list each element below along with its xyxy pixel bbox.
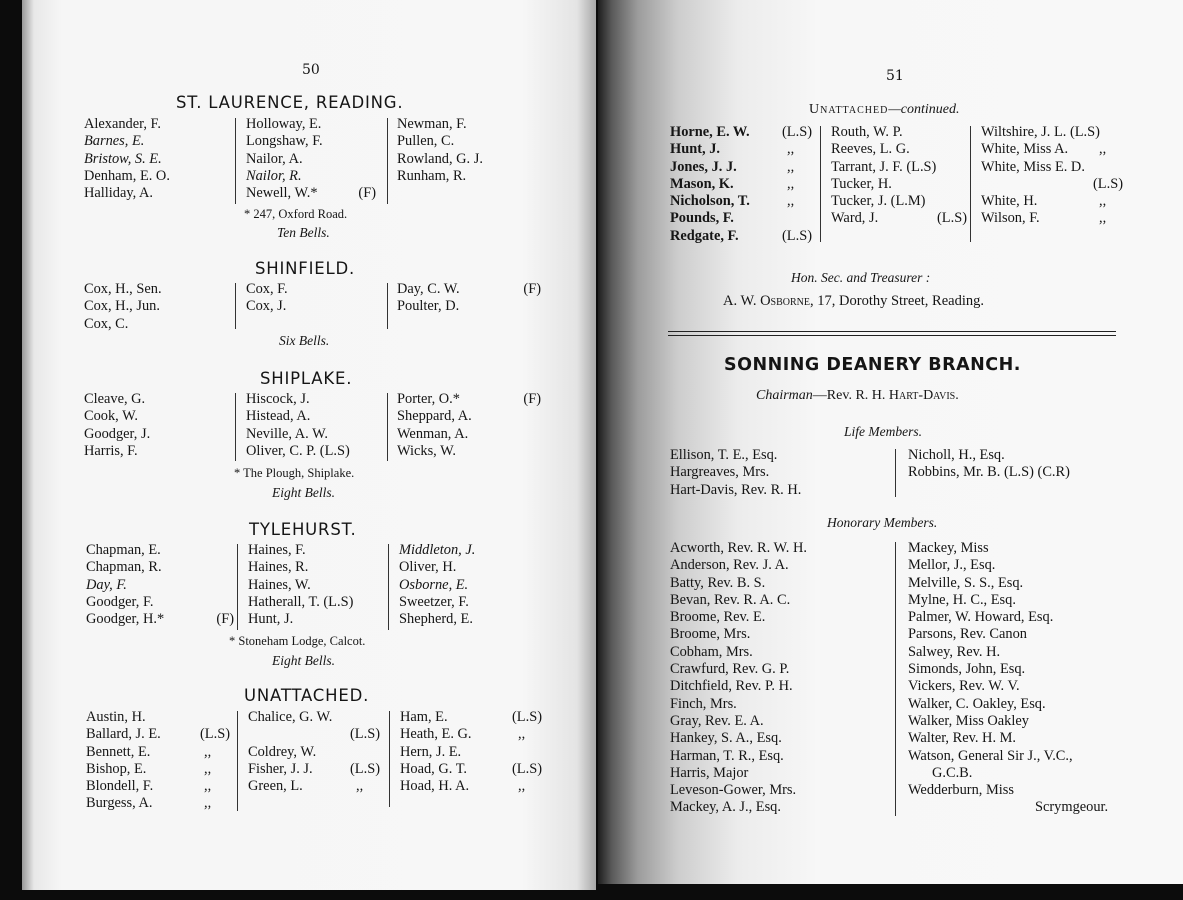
left-page [22,0,596,890]
list-item: Haines, W. [248,576,311,593]
list-item: Broome, Rev. E. [670,609,766,626]
list-item: Harris, Major [670,764,749,781]
ditto-mark: ,, [1099,193,1107,210]
list-item: Mackey, Miss [908,540,989,556]
list-item: Ellison, T. E., Esq. [670,447,778,463]
list-item: Porter, O.* [397,391,460,407]
hon-sec-address: , 17, Dorothy Street, Reading. [810,293,984,309]
ditto-mark: ,, [787,175,795,192]
list-item: Poulter, D. [397,298,460,315]
branch-title: SONNING DEANERY BRANCH. [724,355,1021,375]
ditto-mark: ,, [787,141,795,158]
ringer-tag: (L.S) [1093,175,1123,192]
list-item: Tucker, H. [831,175,892,192]
column-divider [389,711,390,807]
list-item: Tucker, J. (L.M) [831,193,926,210]
list-item: Ditchfield, Rev. P. H. [670,678,793,695]
list-item: Halliday, A. [84,185,154,202]
list-item: Batty, Rev. B. S. [670,574,766,591]
ringer-tag: (F) [523,391,541,407]
list-item: Mylne, H. C., Esq. [908,591,1016,608]
list-item: Mason, K. [670,175,734,192]
section-title-shinfield: SHINFIELD. [255,259,356,278]
list-item: Rowland, G. J. [397,150,483,167]
footnote: * Stoneham Lodge, Calcot. [229,634,366,648]
column-divider [235,283,236,329]
list-item: Neville, A. W. [246,425,328,442]
list-item: White, Miss E. D. [981,158,1085,175]
list-item: Middleton, J. [399,542,476,558]
life-members-label: Life Members. [844,424,922,439]
list-item: Wedderburn, Miss [908,782,1014,799]
tylehurst-col1 [86,542,234,628]
list-item: Robbins, Mr. B. (L.S) (C.R) [908,464,1070,481]
list-item: Heath, E. G. [400,726,472,743]
bells-count: Six Bells. [279,333,330,348]
list-item: Haines, R. [248,559,309,576]
list-item: Newman, F. [397,116,467,132]
list-item: Oliver, C. P. (L.S) [246,442,350,459]
list-item: Jones, J. J. [670,158,737,175]
heading-rest: —continued. [888,102,960,117]
list-item: Wilson, F. [981,210,1040,227]
life-members-col2 [908,447,1070,482]
ringer-tag: (L.S) [782,124,812,140]
column-divider [387,118,388,204]
shinfield-col1 [84,281,162,333]
list-item: Wiltshire, J. L. (L.S) [981,124,1100,140]
list-item: Scrymgeour. [1035,799,1109,816]
ringer-tag: (L.S) [512,709,542,725]
list-item: Histead, A. [246,408,311,425]
list-item: Tarrant, J. F. (L.S) [831,158,937,175]
ringer-tag: (L.S) [937,210,967,227]
list-item: Bevan, Rev. R. A. C. [670,591,791,608]
column-divider [970,126,971,242]
unattached-col3 [400,709,542,795]
list-item: Broome, Mrs. [670,626,751,643]
ringer-tag: (L.S) [782,227,812,244]
list-item: Osborne, E. [399,576,469,593]
list-item: Newell, W.* [246,185,318,202]
list-item: Harman, T. R., Esq. [670,747,784,764]
ringer-tag: (L.S) [350,760,380,777]
ditto-mark: ,, [1099,141,1107,158]
honorary-members-label: Honorary Members. [827,515,938,530]
footnote: * The Plough, Shiplake. [234,466,355,480]
shinfield-col2 [246,281,288,316]
list-item: White, H. [981,193,1038,210]
list-item: Harris, F. [84,442,138,459]
list-item: Cox, C. [84,315,129,332]
list-item: Ward, J. [831,210,879,227]
list-item: Crawfurd, Rev. G. P. [670,661,790,678]
list-item: Goodger, J. [84,425,151,442]
list-item: Burgess, A. [86,795,153,812]
ditto-mark: ,, [356,778,364,795]
list-item: Hatherall, T. (L.S) [248,593,354,610]
list-item: Walker, Miss Oakley [908,712,1029,729]
list-item: Wenman, A. [397,425,469,442]
list-item: Watson, General Sir J., V.C., [908,747,1073,764]
shiplake-col3 [397,391,541,460]
chairman-text: —Rev. R. H. [812,388,889,403]
shinfield-col3 [397,281,541,316]
list-item: Palmer, W. Howard, Esq. [908,609,1054,626]
list-item: Green, L. [248,778,303,795]
list-item: Shepherd, E. [399,611,473,628]
chairman-line [756,388,959,404]
ringer-tag: (F) [358,185,376,202]
life-members-col1 [670,447,801,499]
list-item: Finch, Mrs. [670,695,737,712]
list-item: Day, C. W. [397,281,460,297]
hon-sec-initials: A. W. [723,293,757,309]
shiplake-col1 [84,391,150,460]
list-item: Cook, W. [84,408,138,425]
list-item: Walker, C. Oakley, Esq. [908,695,1046,712]
column-divider [387,393,388,461]
list-item: Longshaw, F. [246,133,323,150]
list-item: Nicholl, H., Esq. [908,447,1005,463]
list-item: Horne, E. W. [670,124,750,140]
section-title-shiplake: SHIPLAKE. [260,369,353,388]
list-item: Day, F. [86,576,127,593]
list-item: Ham, E. [400,709,448,725]
list-item: Pullen, C. [397,133,455,150]
list-item: Ballard, J. E. [86,726,161,743]
list-item: Austin, H. [86,709,146,725]
list-item: Hiscock, J. [246,391,310,407]
list-item: Chalice, G. W. [248,709,333,725]
list-item: Melville, S. S., Esq. [908,574,1024,591]
bells-count: Eight Bells. [272,653,335,668]
column-divider [235,393,236,461]
list-item: Cox, H., Sen. [84,281,162,297]
list-item: Salwey, Rev. H. [908,643,1001,660]
list-item: Wicks, W. [397,442,456,459]
list-item: Mackey, A. J., Esq. [670,799,781,816]
column-divider [388,544,389,630]
ditto-mark: ,, [518,778,526,795]
list-item: Cleave, G. [84,391,146,407]
ringer-tag: (L.S) [200,726,230,743]
column-divider [237,711,238,811]
list-item: White, Miss A. [981,141,1069,158]
list-item: Oliver, H. [399,559,457,576]
list-item: Chapman, R. [86,559,162,576]
ditto-mark: ,, [518,726,526,743]
ditto-mark: ,, [204,743,212,760]
unattached-cont-col3 [981,124,1123,228]
list-item: Hoad, G. T. [400,760,468,777]
ringer-tag: (L.S) [350,726,380,743]
list-item: Anderson, Rev. J. A. [670,557,789,574]
list-item: Nailor, R. [246,167,302,184]
list-item: Coldrey, W. [248,743,317,760]
divider-rule [668,335,1116,336]
section-title-tylehurst: TYLEHURST. [249,520,357,539]
shiplake-col2 [246,391,350,460]
list-item: Mellor, J., Esq. [908,557,996,574]
list-item: Walter, Rev. H. M. [908,730,1017,747]
list-item: Cobham, Mrs. [670,643,753,660]
bells-count: Eight Bells. [272,485,335,500]
page-number: 50 [302,62,320,78]
list-item: G.C.B. [932,764,973,781]
list-item: Holloway, E. [246,116,322,132]
heading-caps: Unattached [809,102,889,117]
ditto-mark: ,, [787,158,795,175]
ringer-tag: (F) [523,281,541,297]
list-item: Alexander, F. [84,116,161,132]
hon-sec-line [723,293,984,310]
section-title-st-laurence: ST. LAURENCE, READING. [176,93,404,112]
hon-sec-name: Osborne [760,293,811,309]
list-item: Sweetzer, F. [399,593,469,610]
bells-count: Ten Bells. [277,225,330,240]
list-item: Hargreaves, Mrs. [670,464,770,481]
unattached-continued-heading [809,102,959,118]
column-divider [895,542,896,816]
list-item: Hart-Davis, Rev. R. H. [670,481,802,498]
chairman-label: Chairman [756,388,813,403]
page-number: 51 [886,68,904,84]
st-laurence-col3 [397,116,483,185]
list-item: Leveson-Gower, Mrs. [670,782,797,799]
unattached-cont-col2 [831,124,967,228]
ringer-tag: (F) [216,611,234,628]
list-item: Hunt, J. [670,141,720,158]
list-item: Chapman, E. [86,542,161,558]
list-item: Bishop, E. [86,760,147,777]
divider-rule [668,331,1116,332]
list-item: Nailor, A. [246,150,303,167]
list-item: Goodger, F. [86,593,154,610]
list-item: Runham, R. [397,167,467,184]
ditto-mark: ,, [204,795,212,812]
chairman-name: Hart-Davis. [888,388,959,403]
list-item: Hunt, J. [248,611,294,628]
list-item: Sheppard, A. [397,408,472,425]
list-item: Reeves, L. G. [831,141,910,158]
list-item: Vickers, Rev. W. V. [908,678,1020,695]
list-item: Haines, F. [248,542,306,558]
list-item: Routh, W. P. [831,124,903,140]
column-divider [895,449,896,497]
list-item: Hankey, S. A., Esq. [670,730,782,747]
list-item: Cox, F. [246,281,288,297]
column-divider [237,544,238,630]
list-item: Bennett, E. [86,743,151,760]
tylehurst-col3 [399,542,475,628]
list-item: Cox, J. [246,298,287,315]
list-item: Gray, Rev. E. A. [670,712,764,729]
list-item: Hoad, H. A. [400,778,470,795]
column-divider [820,126,821,242]
ditto-mark: ,, [204,778,212,795]
list-item: Blondell, F. [86,778,154,795]
list-item: Pounds, F. [670,210,734,227]
honorary-members-col1 [670,540,807,817]
list-item: Bristow, S. E. [84,150,162,167]
ditto-mark: ,, [1099,210,1107,227]
list-item: Goodger, H.* [86,611,165,628]
honorary-members-col2 [908,540,1108,817]
ringer-tag: (L.S) [512,760,542,777]
column-divider [387,283,388,329]
unattached-col2 [248,709,380,795]
list-item: Nicholson, T. [670,193,750,210]
list-item: Cox, H., Jun. [84,298,160,315]
footnote: * 247, Oxford Road. [244,207,348,221]
list-item: Parsons, Rev. Canon [908,626,1027,643]
ditto-mark: ,, [204,760,212,777]
unattached-cont-col1 [670,124,812,245]
hon-sec-label: Hon. Sec. and Treasurer : [791,270,931,285]
list-item: Fisher, J. J. [248,760,313,777]
tylehurst-col2 [248,542,353,628]
right-page [598,0,1183,884]
list-item: Denham, E. O. [84,167,170,184]
list-item: Redgate, F. [670,227,739,244]
list-item: Acworth, Rev. R. W. H. [670,540,807,556]
unattached-col1 [86,709,230,813]
list-item: Barnes, E. [84,133,145,150]
ditto-mark: ,, [787,193,795,210]
st-laurence-col2 [246,116,376,202]
section-title-unattached: UNATTACHED. [244,686,370,705]
list-item: Hern, J. E. [400,743,462,760]
st-laurence-col1 [84,116,170,202]
column-divider [235,118,236,204]
list-item: Simonds, John, Esq. [908,661,1026,678]
